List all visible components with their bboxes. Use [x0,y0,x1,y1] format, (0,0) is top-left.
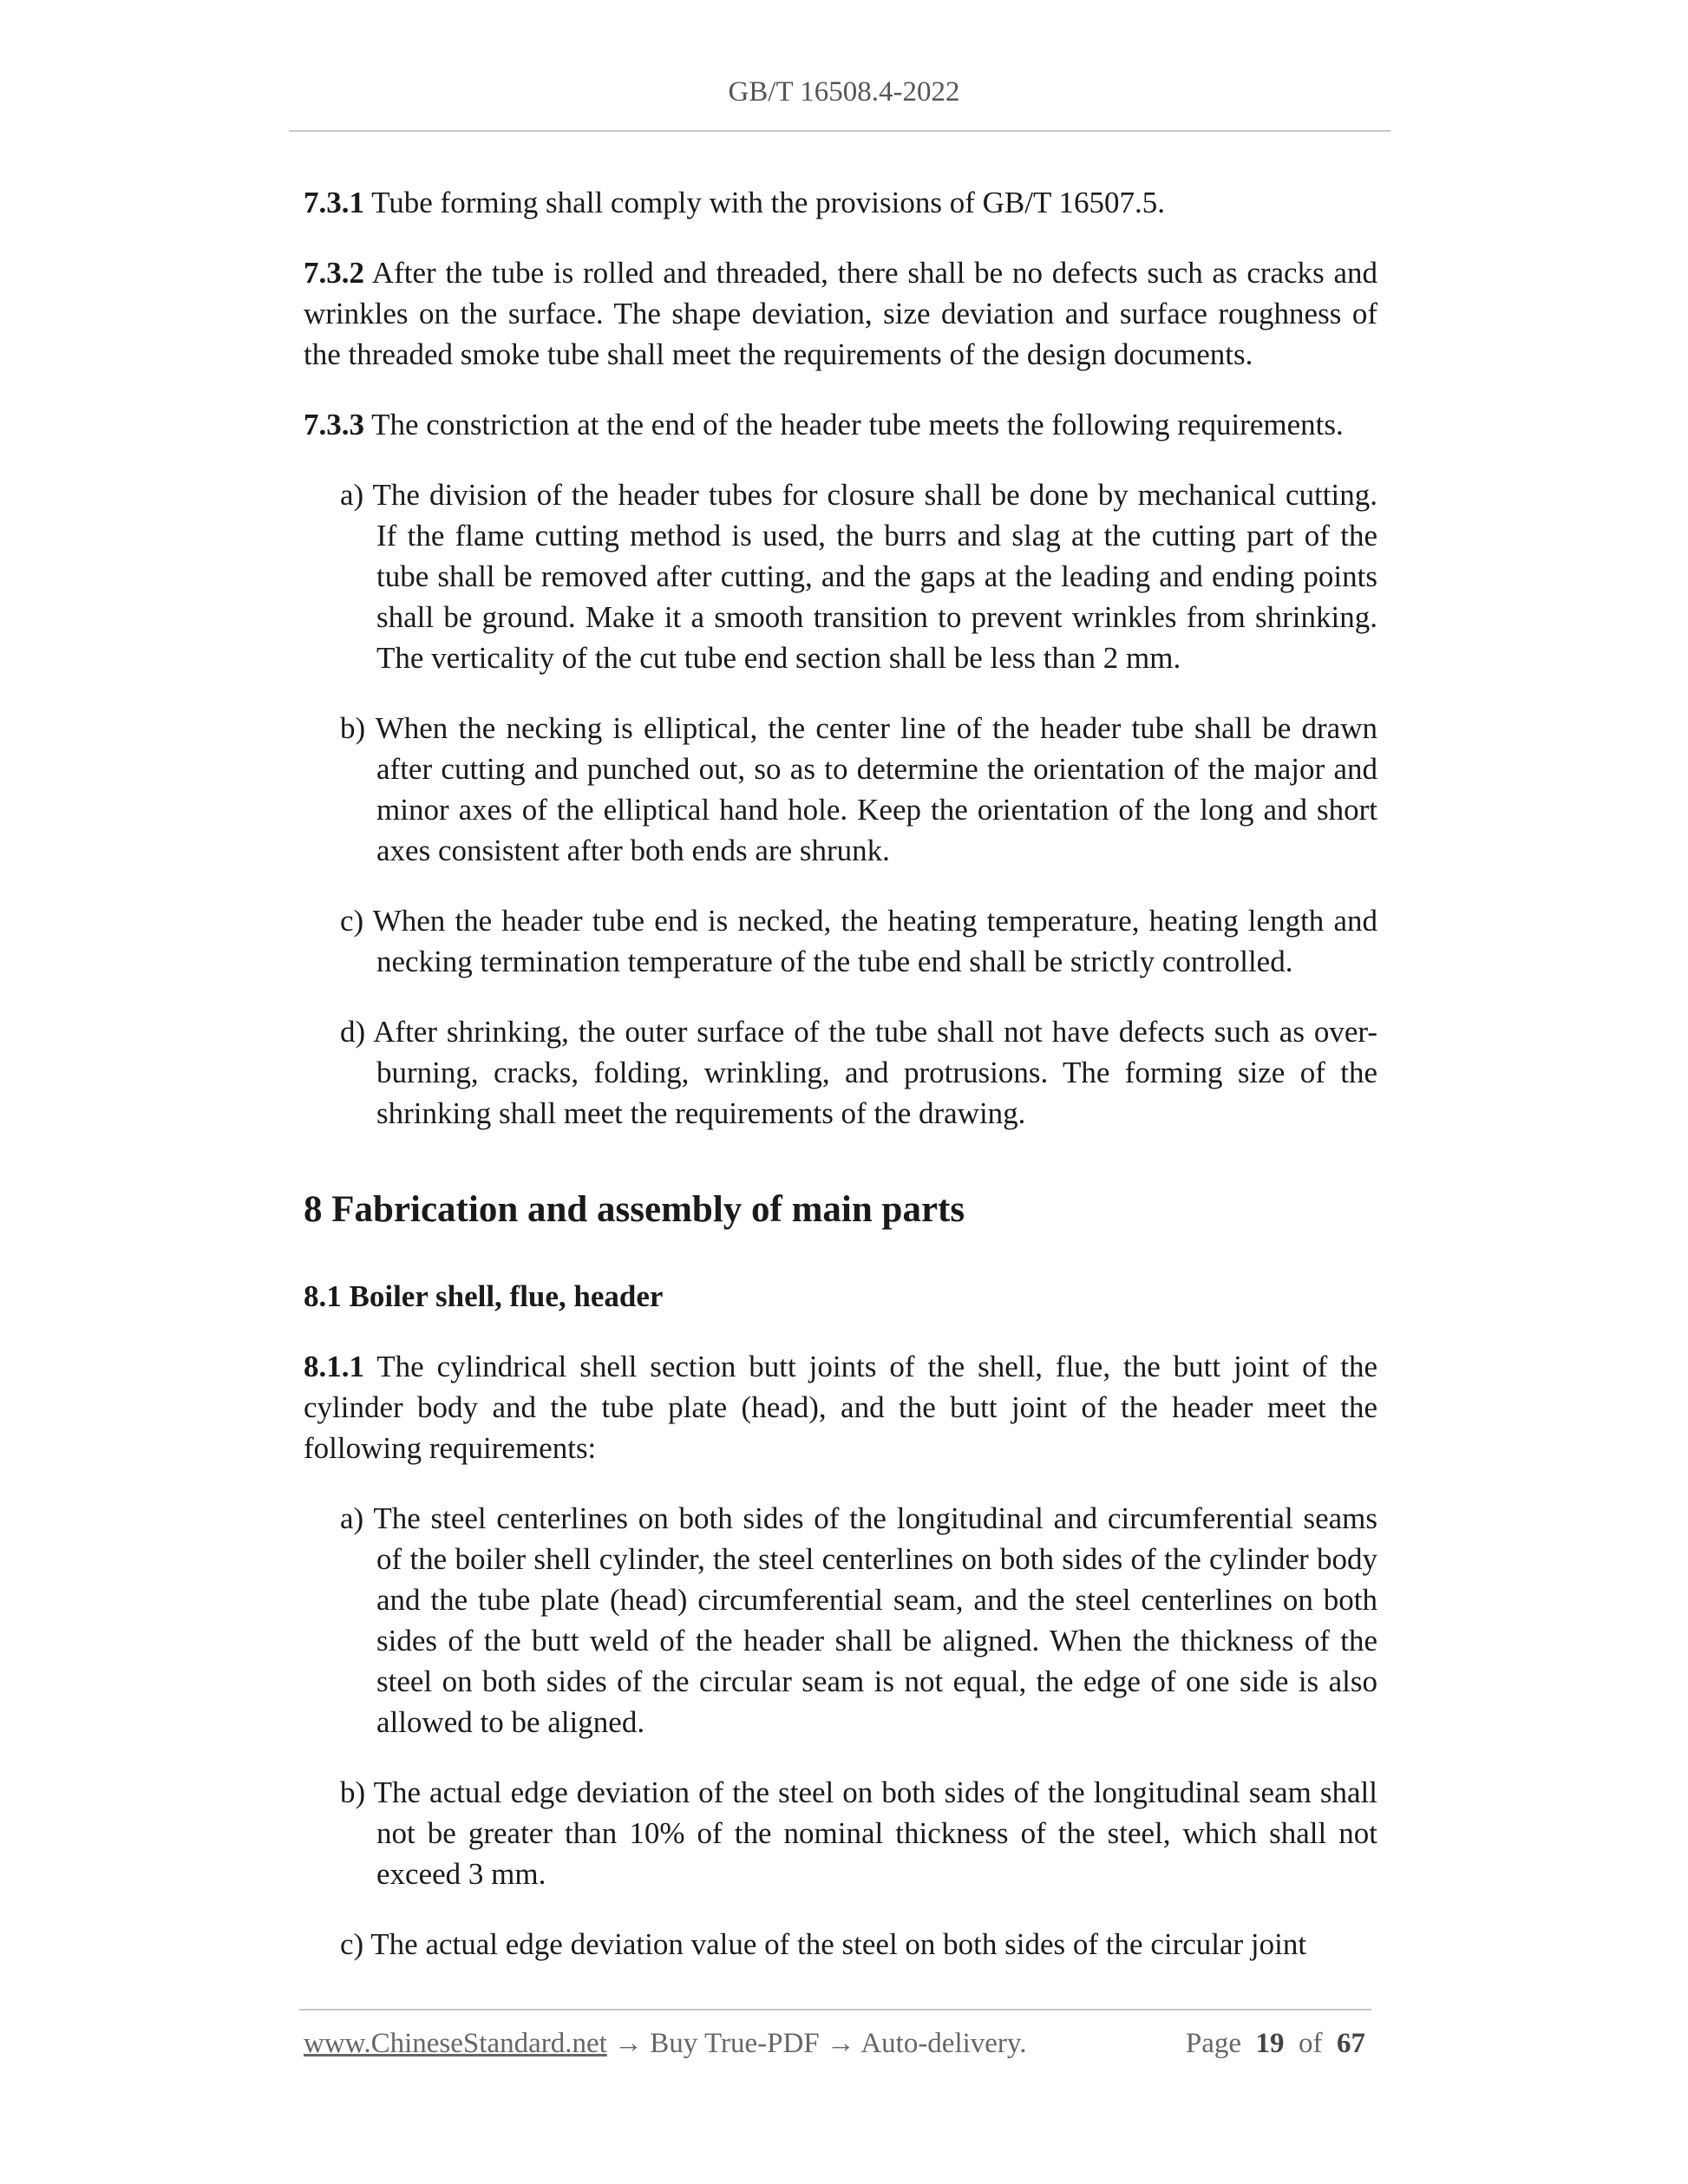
page-number: 19 [1255,2028,1285,2059]
header-divider [289,130,1390,132]
clause-number: 7.3.2 [304,256,364,290]
list-item-7-3-3-b: b) When the necking is elliptical, the center line of the header tube shall be drawn after cutting and punched out, so as to determine the orientation of the major and minor axes of the elliptical hand hole. Keep the orientation of the long and short axes consistent after both ends are shrunk. [340,711,1377,867]
arrow-right-icon: → [826,2028,855,2059]
list-item-7-3-3-c: c) When the header tube end is necked, the heating temperature, heating length and necking termination temperature of the tube end shall be strictly controlled. [340,904,1377,978]
website-link[interactable]: www.ChineseStandard.net [304,2028,607,2059]
buy-pdf-text: Buy True-PDF [650,2028,820,2059]
clause-text: Tube forming shall comply with the provisions of GB/T 16507.5. [364,186,1165,219]
clause-text: The constriction at the end of the header tube meets the following requirements. [364,408,1344,441]
clause-text: The cylindrical shell section butt joints of the shell, flue, the butt joint of the cylinder body and the tube plate (head), and the butt joint of the header meet the following requirements: [304,1350,1377,1465]
of-label: of [1299,2028,1323,2059]
clause-7-3-3 [304,404,1377,445]
list-item-7-3-3-d: d) After shrinking, the outer surface of the tube shall not have defects such as over-burning, cracks, folding, wrinkling, and protrusions. The forming size of the shrinking shall meet the requirements of the drawing. [340,1015,1377,1130]
clause-number: 7.3.1 [304,186,364,219]
clause-7-3-2 [304,252,1377,375]
page-content [304,182,1377,1994]
footer-promo [304,2028,1027,2060]
list-item-8-1-1-b: b) The actual edge deviation of the steel on both sides of the longitudinal seam shall not be greater than 10% of the nominal thickness of the steel, which shall not exceed 3 mm. [340,1775,1377,1891]
document-header: GB/T 16508.4-2022 [728,76,960,108]
footer-divider [299,2009,1371,2011]
section-heading-8: 8 Fabrication and assembly of main parts [304,1189,965,1230]
page-indicator [1186,2028,1365,2060]
list-item-7-3-3-a: a) The division of the header tubes for closure shall be done by mechanical cutting. If the flame cutting method is used, the burrs and slag at the cutting part of the tube shall be removed after cutting, and the gaps at the leading and ending points shall be ground. Make it a smooth transition to prevent wrinkles from shrinking. The verticality of the cut tube end section shall be less than 2 mm. [340,478,1377,675]
list-item-8-1-1-a: a) The steel centerlines on both sides of the longitudinal and circumferential seams of the boiler shell cylinder, the steel centerlines on both sides of the cylinder body and the tube plate (head) circumferential seam, and the steel centerlines on both sides of the butt weld of the header shall be aligned. When the thickness of the steel on both sides of the circular seam is not equal, the edge of one side is also allowed to be aligned. [340,1501,1377,1739]
clause-number: 7.3.3 [304,408,364,441]
clause-8-1-1 [304,1346,1377,1468]
page-label: Page [1185,2028,1241,2059]
list-item-8-1-1-c: c) The actual edge deviation value of the steel on both sides of the circular joint [340,1927,1307,1961]
page-total: 67 [1337,2028,1365,2059]
arrow-right-icon: → [614,2028,644,2059]
clause-7-3-1 [304,182,1377,223]
auto-delivery-text: Auto-delivery. [860,2028,1027,2059]
clause-number: 8.1.1 [304,1350,364,1383]
subsection-heading-8-1: 8.1 Boiler shell, flue, header [304,1279,664,1313]
clause-text: After the tube is rolled and threaded, there shall be no defects such as cracks and wrinkles on the surface. The shape deviation, size deviation and surface roughness of the threaded smoke tube shall meet the requirements of the design documents. [304,256,1377,371]
